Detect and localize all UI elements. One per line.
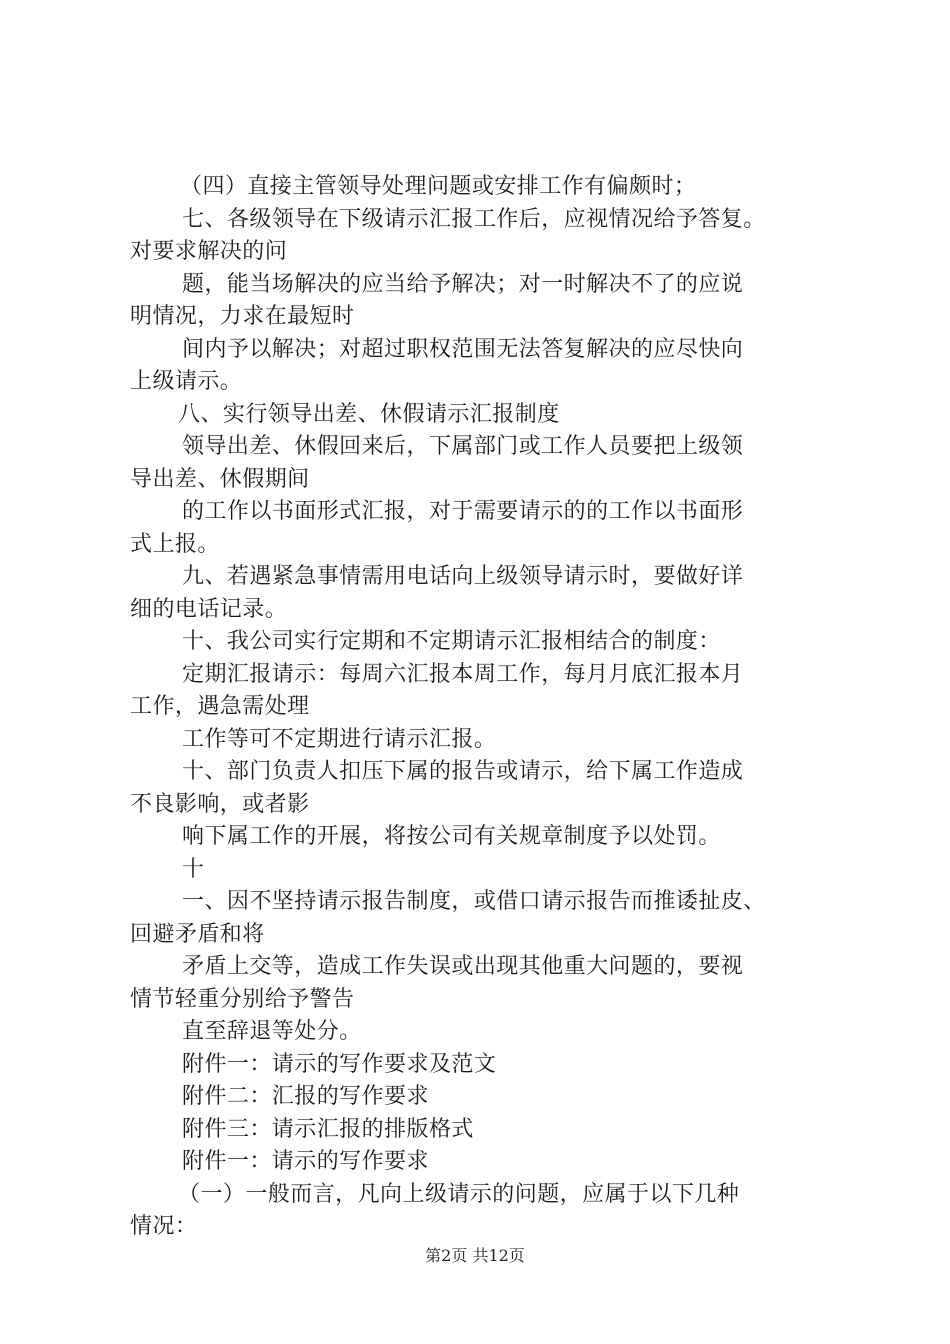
text-line: （一）一般而言，凡向上级请示的问题，应属于以下几种 [178, 1181, 740, 1207]
text-line: 十、我公司实行定期和不定期请示汇报相结合的制度： [182, 629, 721, 654]
text-line: 一、因不坚持请示报告制度，或借口请示报告而推诿扯皮、 [182, 889, 766, 914]
text-line: 上级请示。 [130, 369, 243, 394]
text-line: 细的电话记录。 [130, 596, 288, 622]
text-line: （四）直接主管领导处理问题或安排工作有偏颇时； [180, 174, 697, 199]
text-line: 导出差、休假期间 [130, 466, 310, 492]
text-line: 附件三：请示汇报的排版格式 [182, 1116, 474, 1142]
text-line: 附件二：汇报的写作要求 [182, 1084, 429, 1109]
document-body [130, 171, 840, 1244]
text-line: 题，能当场解决的应当给予解决；对一时解决不了的应说 [182, 271, 744, 297]
text-line: 响下属工作的开展，将按公司有关规章制度予以处罚。 [182, 824, 721, 849]
text-line: 定期汇报请示：每周六汇报本周工作，每月月底汇报本月 [182, 661, 744, 687]
text-line: 情况： [130, 1214, 198, 1239]
text-line: 附件一：请示的写作要求 [182, 1149, 429, 1174]
text-line: 七、各级领导在下级请示汇报工作后，应视情况给予答复。 [182, 206, 766, 232]
text-line: 间内予以解决；对超过职权范围无法答复解决的应尽快向 [182, 336, 744, 362]
text-line: 九、若遇紧急事情需用电话向上级领导请示时，要做好详 [182, 564, 744, 589]
text-line: 情节轻重分别给予警告 [130, 986, 355, 1012]
text-line: 明情况，力求在最短时 [130, 304, 355, 329]
text-line: 直至辞退等处分。 [182, 1019, 362, 1044]
text-line: 矛盾上交等，造成工作失误或出现其他重大问题的，要视 [182, 954, 744, 979]
text-line: 十 [182, 856, 205, 882]
text-line: 工作，遇急需处理 [130, 694, 310, 719]
text-line: 十、部门负责人扣压下属的报告或请示，给下属工作造成 [182, 759, 744, 784]
text-line: 对要求解决的问 [130, 239, 288, 264]
text-line: 附件一：请示的写作要求及范文 [182, 1051, 497, 1077]
text-line: 工作等可不定期进行请示汇报。 [182, 726, 497, 752]
text-line: 回避矛盾和将 [130, 921, 265, 947]
page-footer: 第2页 共12页 [425, 1246, 525, 1265]
text-line: 八、实行领导出差、休假请示汇报制度 [178, 401, 560, 427]
text-line: 领导出差、休假回来后，下属部门或工作人员要把上级领 [182, 434, 744, 459]
text-line: 式上报。 [130, 531, 220, 557]
text-line: 的工作以书面形式汇报，对于需要请示的的工作以书面形 [182, 499, 744, 524]
text-line: 不良影响，或者影 [130, 791, 310, 817]
